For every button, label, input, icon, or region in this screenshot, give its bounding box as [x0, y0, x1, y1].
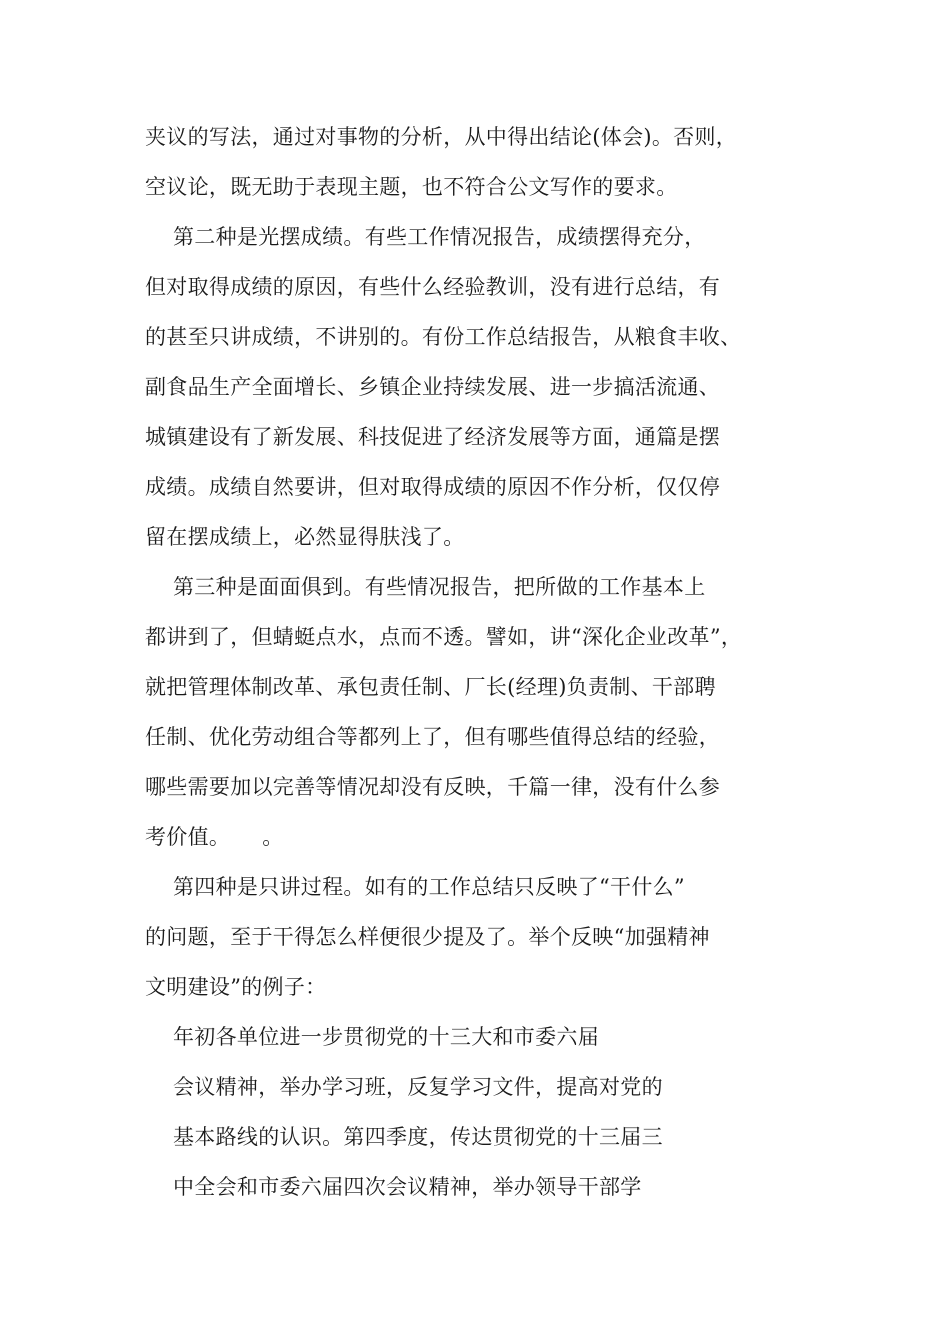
quoted-text-line: 中全会和市委六届四次会议精神，举办领导干部学	[173, 1175, 642, 1199]
quoted-text-line: 会议精神，举办学习班，反复学习文件，提高对党的	[173, 1075, 663, 1099]
text-line: 就把管理体制改革、承包责任制、厂长(经理)负责制、干部聘	[145, 675, 716, 699]
paragraph-start-line: 第三种是面面俱到。有些情况报告，把所做的工作基本上	[173, 575, 706, 599]
text-line: 的甚至只讲成绩，不讲别的。有份工作总结报告，从粮食丰收、	[145, 325, 742, 349]
text-line: 的问题，至于干得怎么样便很少提及了。举个反映“加强精神	[145, 925, 710, 949]
text-line: 空议论，既无助于表现主题，也不符合公文写作的要求。	[145, 175, 678, 199]
text-line: 成绩。成绩自然要讲，但对取得成绩的原因不作分析，仅仅停	[145, 475, 721, 499]
text-line: 考价值。 。	[145, 825, 284, 849]
text-line: 任制、优化劳动组合等都列上了，但有哪些值得总结的经验，	[145, 725, 721, 749]
text-line: 都讲到了，但蜻蜓点水，点而不透。譬如，讲“深化企业改革”，	[145, 625, 743, 649]
text-line: 留在摆成绩上，必然显得肤浅了。	[145, 525, 465, 549]
paragraph-start-line: 第四种是只讲过程。如有的工作总结只反映了“干什么”	[173, 875, 685, 899]
text-line: 但对取得成绩的原因，有些什么经验教训，没有进行总结，有	[145, 275, 721, 299]
text-line: 城镇建设有了新发展、科技促进了经济发展等方面，通篇是摆	[145, 425, 721, 449]
paragraph-start-line: 第二种是光摆成绩。有些工作情况报告，成绩摆得充分，	[173, 225, 706, 249]
text-line: 哪些需要加以完善等情况却没有反映，千篇一律，没有什么参	[145, 775, 721, 799]
quoted-text-line: 年初各单位进一步贯彻党的十三大和市委六届	[173, 1025, 599, 1049]
text-line: 夹议的写法，通过对事物的分析，从中得出结论(体会)。否则，	[145, 125, 738, 149]
text-line: 副食品生产全面增长、乡镇企业持续发展、进一步搞活流通、	[145, 375, 721, 399]
quoted-text-line: 基本路线的认识。第四季度，传达贯彻党的十三届三	[173, 1125, 663, 1149]
text-line: 文明建设”的例子：	[145, 975, 327, 999]
